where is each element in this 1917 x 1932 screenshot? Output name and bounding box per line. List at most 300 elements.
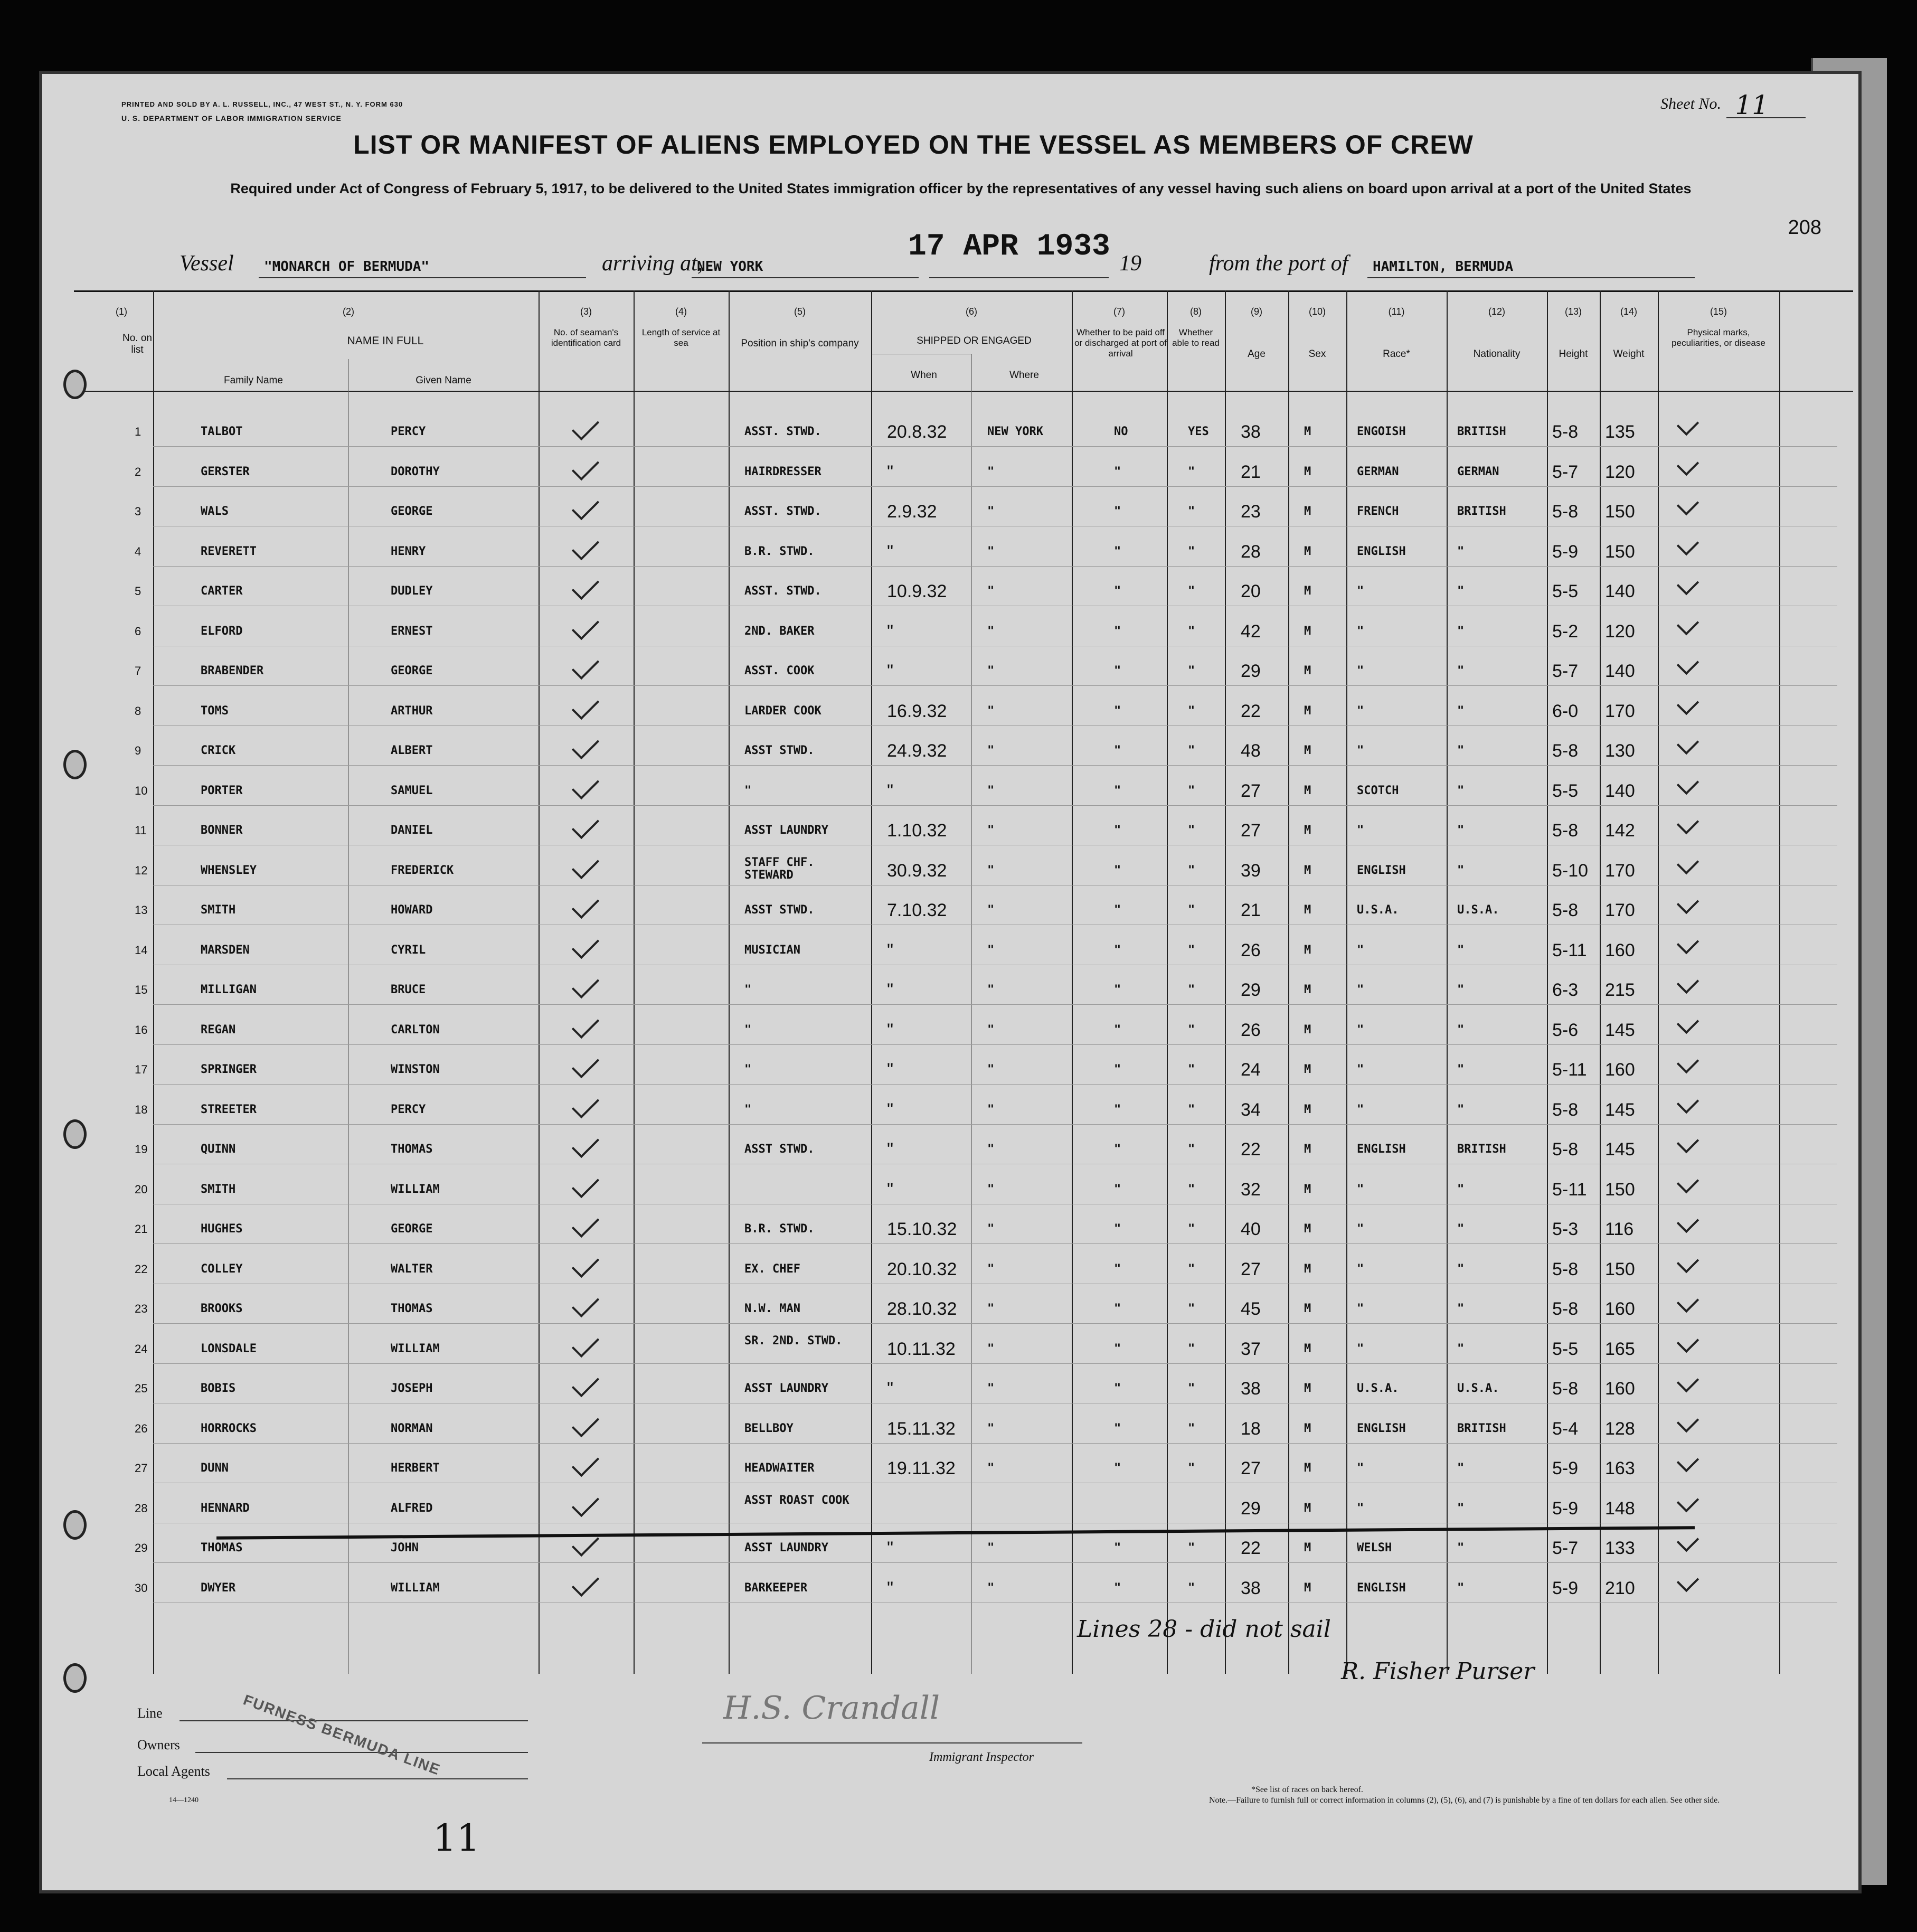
cell-when: 19.11.32 <box>887 1458 956 1478</box>
cell-where: " <box>987 784 995 797</box>
cell-where: " <box>987 624 995 638</box>
cell-where: " <box>987 903 995 917</box>
cell-sex: M <box>1304 465 1311 478</box>
hdr-position: Position in ship's company <box>741 338 859 349</box>
cell-where: " <box>987 704 995 718</box>
cell-pos: ASST LAUNDRY <box>744 1541 828 1554</box>
cell-pos: " <box>744 1023 752 1036</box>
inspector-label: Immigrant Inspector <box>929 1750 1034 1764</box>
cell-family: REGAN <box>201 1023 236 1036</box>
colnum-8: (8) <box>1190 306 1202 317</box>
sheet-no-value: 11 <box>1735 90 1769 120</box>
hdr-length-of-service: Length of service at sea <box>641 327 721 348</box>
cell-nat: BRITISH <box>1457 505 1506 518</box>
cell-when: 15.11.32 <box>887 1418 956 1439</box>
cell-age: 38 <box>1241 1379 1261 1399</box>
binder-hole <box>63 1663 87 1693</box>
cell-nat: BRITISH <box>1457 425 1506 438</box>
vessel-underline <box>259 277 586 278</box>
hdr-shipped-engaged: SHIPPED OR ENGAGED <box>917 335 1032 346</box>
cell-n: 3 <box>135 505 141 518</box>
cell-family: GERSTER <box>201 465 250 478</box>
cell-read: " <box>1188 624 1195 638</box>
footer-line-underline <box>180 1720 528 1721</box>
cell-family: QUINN <box>201 1143 236 1156</box>
cell-when: 20.8.32 <box>887 422 947 442</box>
cell-where: " <box>987 544 995 558</box>
cell-n: 10 <box>135 784 148 797</box>
cell-sex: M <box>1304 1421 1311 1435</box>
from-port-label: from the port of <box>1209 251 1348 276</box>
table-row <box>42 502 1858 544</box>
cell-ht: 5-7 <box>1552 661 1579 681</box>
row-rule <box>153 1562 1837 1563</box>
row-rule <box>153 1363 1837 1364</box>
checkmark-icon <box>572 413 599 440</box>
cell-read: " <box>1188 1143 1195 1156</box>
cell-race: WELSH <box>1357 1541 1392 1554</box>
cell-family: STREETER <box>201 1102 257 1116</box>
cell-read: " <box>1188 544 1195 558</box>
cell-sex: M <box>1304 824 1311 837</box>
cell-given: WILLIAM <box>391 1182 440 1196</box>
cell-race: " <box>1357 1302 1364 1315</box>
cell-n: 11 <box>135 824 147 837</box>
cell-paid: " <box>1114 903 1121 917</box>
cell-pos: HAIRDRESSER <box>744 465 821 478</box>
cell-paid: " <box>1114 465 1121 478</box>
arriving-label: arriving at, <box>602 251 703 276</box>
cell-nat: " <box>1457 1023 1465 1036</box>
arriving-underline <box>692 277 919 278</box>
cell-when: 30.9.32 <box>887 860 947 881</box>
cell-paid: " <box>1114 983 1121 996</box>
cell-sex: M <box>1304 585 1311 598</box>
cell-pos: MUSICIAN <box>744 943 800 957</box>
cell-sex: M <box>1304 863 1311 877</box>
cell-sex: M <box>1304 983 1311 996</box>
cell-age: 27 <box>1241 1259 1261 1279</box>
cell-n: 23 <box>135 1302 148 1315</box>
cell-read: " <box>1188 1541 1195 1554</box>
cell-sex: M <box>1304 1102 1311 1116</box>
cell-nat: " <box>1457 1541 1465 1554</box>
hdr-name-in-full: NAME IN FULL <box>347 335 424 347</box>
row-rule <box>153 486 1837 487</box>
cell-race: ENGLISH <box>1357 863 1406 877</box>
cell-when: 1.10.32 <box>887 821 947 841</box>
cell-where: " <box>987 744 995 757</box>
cell-race: " <box>1357 943 1364 957</box>
table-row <box>42 1139 1858 1182</box>
cell-where: " <box>987 1541 995 1554</box>
cell-where: " <box>987 1342 995 1355</box>
cell-race: " <box>1357 1462 1364 1475</box>
cell-when: 10.9.32 <box>887 581 947 601</box>
cell-given: CYRIL <box>391 943 426 957</box>
cell-ht: 5-2 <box>1552 621 1579 642</box>
cell-wt: 142 <box>1605 821 1635 841</box>
cell-wt: 150 <box>1605 1259 1635 1279</box>
cell-age: 23 <box>1241 502 1261 522</box>
cell-when: " <box>887 1379 894 1399</box>
cell-nat: " <box>1457 983 1465 996</box>
cell-family: DWYER <box>201 1581 236 1595</box>
binder-hole <box>63 1119 87 1149</box>
cell-given: HENRY <box>391 544 426 558</box>
cell-given: DUDLEY <box>391 585 433 598</box>
cell-paid: " <box>1114 1382 1121 1395</box>
cell-age: 32 <box>1241 1179 1261 1200</box>
cell-where: " <box>987 983 995 996</box>
hdr-weight: Weight <box>1613 348 1645 360</box>
cell-read: " <box>1188 704 1195 718</box>
cell-paid: " <box>1114 943 1121 957</box>
cell-nat: " <box>1457 824 1465 837</box>
hdr-given-name: Given Name <box>415 375 471 386</box>
cell-when: " <box>887 1578 894 1598</box>
handwritten-11: 11 <box>433 1816 480 1860</box>
cell-pos: STAFF CHF. STEWARD <box>744 855 815 882</box>
table-row <box>42 900 1858 943</box>
cell-paid: " <box>1114 1302 1121 1315</box>
table-row <box>42 940 1858 983</box>
row-rule <box>153 1044 1837 1045</box>
cell-n: 9 <box>135 744 141 757</box>
cell-pos: ASST STWD. <box>744 903 815 917</box>
cell-race: U.S.A. <box>1357 903 1399 917</box>
colnum-6: (6) <box>966 306 977 317</box>
cell-paid: " <box>1114 1102 1121 1116</box>
table-top-rule <box>74 290 1853 292</box>
cell-wt: 140 <box>1605 780 1635 801</box>
colnum-9: (9) <box>1251 306 1262 317</box>
cell-given: JOSEPH <box>391 1382 433 1395</box>
cell-where: " <box>987 1302 995 1315</box>
cell-paid: " <box>1114 784 1121 797</box>
cell-read: " <box>1188 1581 1195 1595</box>
cell-age: 22 <box>1241 701 1261 721</box>
cell-paid: " <box>1114 863 1121 877</box>
cell-given: ALFRED <box>391 1501 433 1515</box>
table-row <box>42 855 1858 903</box>
cell-n: 26 <box>135 1421 148 1435</box>
cell-given: DANIEL <box>391 824 433 837</box>
cell-pos: ASST STWD. <box>744 744 815 757</box>
cell-nat: " <box>1457 1462 1465 1475</box>
cell-paid: " <box>1114 1023 1121 1036</box>
cell-age: 29 <box>1241 980 1261 1000</box>
cell-n: 5 <box>135 585 141 598</box>
cell-race: " <box>1357 1102 1364 1116</box>
colnum-3: (3) <box>580 306 592 317</box>
cell-n: 22 <box>135 1262 148 1276</box>
cell-read: " <box>1188 664 1195 677</box>
cell-wt: 145 <box>1605 1139 1635 1160</box>
cell-race: ENGLISH <box>1357 1581 1406 1595</box>
table-row <box>42 980 1858 1022</box>
cell-read: " <box>1188 1382 1195 1395</box>
cell-where: " <box>987 1063 995 1076</box>
cell-paid: " <box>1114 1143 1121 1156</box>
cell-race: " <box>1357 1182 1364 1196</box>
colnum-2: (2) <box>343 306 354 317</box>
cell-given: HOWARD <box>391 903 433 917</box>
footnote-races: *See list of races on back hereof. <box>1251 1785 1363 1794</box>
cell-paid: " <box>1114 824 1121 837</box>
cell-when: " <box>887 661 894 681</box>
header-bottom-rule <box>74 391 1853 392</box>
colnum-7: (7) <box>1113 306 1125 317</box>
cell-n: 19 <box>135 1143 148 1156</box>
cell-wt: 120 <box>1605 621 1635 642</box>
cell-ht: 5-8 <box>1552 741 1579 761</box>
cell-age: 22 <box>1241 1538 1261 1558</box>
cell-wt: 116 <box>1605 1219 1634 1239</box>
hdr-when: When <box>911 370 937 381</box>
cell-given: CARLTON <box>391 1023 440 1036</box>
cell-pos: BELLBOY <box>744 1421 794 1435</box>
document-title: LIST OR MANIFEST OF ALIENS EMPLOYED ON THE VESSEL AS MEMBERS OF CREW <box>353 130 1474 159</box>
cell-given: THOMAS <box>391 1143 433 1156</box>
cell-wt: 140 <box>1605 581 1635 601</box>
cell-where: " <box>987 1581 995 1595</box>
cell-wt: 160 <box>1605 1060 1635 1080</box>
printer-line-2: U. S. DEPARTMENT OF LABOR IMMIGRATION SERVICE <box>121 114 342 122</box>
cell-nat: " <box>1457 1342 1465 1355</box>
footer-line-label: Line <box>137 1705 163 1721</box>
cell-wt: 150 <box>1605 1179 1635 1200</box>
cell-where: " <box>987 1182 995 1196</box>
cell-ht: 5-8 <box>1552 1379 1579 1399</box>
cell-nat: BRITISH <box>1457 1421 1506 1435</box>
year-label: 19 <box>1119 251 1141 276</box>
cell-pos: N.W. MAN <box>744 1302 800 1315</box>
colnum-14: (14) <box>1620 306 1637 317</box>
cell-read: " <box>1188 744 1195 757</box>
cell-read: " <box>1188 903 1195 917</box>
cell-paid: " <box>1114 1541 1121 1554</box>
cell-paid: " <box>1114 664 1121 677</box>
cell-n: 12 <box>135 863 148 877</box>
cell-read: " <box>1188 1342 1195 1355</box>
cell-age: 48 <box>1241 741 1261 761</box>
cell-family: PORTER <box>201 784 243 797</box>
cell-read: " <box>1188 1063 1195 1076</box>
from-port-underline <box>1367 277 1695 278</box>
cell-where: " <box>987 1102 995 1116</box>
cell-ht: 5-5 <box>1552 581 1579 601</box>
table-row <box>42 621 1858 664</box>
cell-family: SMITH <box>201 1182 236 1196</box>
cell-wt: 160 <box>1605 940 1635 960</box>
cell-read: " <box>1188 824 1195 837</box>
cell-family: LONSDALE <box>201 1342 257 1355</box>
cell-age: 29 <box>1241 661 1261 681</box>
cell-wt: 160 <box>1605 1379 1635 1399</box>
cell-age: 27 <box>1241 821 1261 841</box>
cell-sex: M <box>1304 1382 1311 1395</box>
cell-read: " <box>1188 1262 1195 1276</box>
cell-sex: M <box>1304 1063 1311 1076</box>
row-rule <box>153 1443 1837 1444</box>
cell-pos: ASST LAUNDRY <box>744 1382 828 1395</box>
cell-given: WILLIAM <box>391 1342 440 1355</box>
cell-n: 16 <box>135 1023 148 1036</box>
cell-when: 2.9.32 <box>887 502 937 522</box>
cell-family: CARTER <box>201 585 243 598</box>
row-rule <box>153 566 1837 567</box>
colnum-11: (11) <box>1388 306 1405 317</box>
cell-age: 40 <box>1241 1219 1261 1239</box>
footnote <box>1209 1785 1784 1806</box>
cell-family: HUGHES <box>201 1222 243 1236</box>
cell-where: " <box>987 585 995 598</box>
cell-where: " <box>987 664 995 677</box>
cell-wt: 170 <box>1605 860 1635 881</box>
document-subtitle: Required under Act of Congress of February 5, 1917, to be delivered to the United States immigration officer by the representatives of any vessel having such aliens on board upon arrival at a port of the United States <box>230 181 1692 196</box>
cell-n: 8 <box>135 704 141 718</box>
cell-race: U.S.A. <box>1357 1382 1399 1395</box>
cell-given: ALBERT <box>391 744 433 757</box>
cell-sex: M <box>1304 624 1311 638</box>
cell-where: " <box>987 1462 995 1475</box>
row-rule <box>153 725 1837 726</box>
cell-wt: 210 <box>1605 1578 1635 1598</box>
cell-wt: 160 <box>1605 1299 1635 1319</box>
cell-nat: " <box>1457 664 1465 677</box>
cell-age: 42 <box>1241 621 1261 642</box>
inspector-underline <box>702 1742 1082 1743</box>
cell-when: 20.10.32 <box>887 1259 957 1279</box>
cell-given: PERCY <box>391 425 426 438</box>
cell-given: NORMAN <box>391 1421 433 1435</box>
cell-race: ENGLISH <box>1357 1421 1406 1435</box>
hdr-id-card: No. of seaman's identification card <box>551 327 621 348</box>
cell-ht: 5-9 <box>1552 1578 1579 1598</box>
cell-race: " <box>1357 704 1364 718</box>
cell-when: " <box>887 1179 894 1200</box>
cell-n: 18 <box>135 1102 148 1116</box>
cell-age: 26 <box>1241 1020 1261 1040</box>
cell-pos: EX. CHEF <box>744 1262 800 1276</box>
cell-n: 1 <box>135 425 141 438</box>
cell-when: " <box>887 1538 894 1558</box>
cell-nat: U.S.A. <box>1457 1382 1499 1395</box>
cell-race: ENGLISH <box>1357 1143 1406 1156</box>
cell-ht: 5-9 <box>1552 1458 1579 1478</box>
cell-ht: 5-8 <box>1552 422 1579 442</box>
cell-nat: U.S.A. <box>1457 903 1499 917</box>
cell-ht: 5-7 <box>1552 461 1579 482</box>
cell-family: WHENSLEY <box>201 863 257 877</box>
cell-sex: M <box>1304 1182 1311 1196</box>
cell-wt: 120 <box>1605 461 1635 482</box>
cell-family: BOBIS <box>201 1382 236 1395</box>
cell-nat: " <box>1457 1222 1465 1236</box>
cell-family: COLLEY <box>201 1262 243 1276</box>
cell-where: " <box>987 465 995 478</box>
cell-given: SAMUEL <box>391 784 433 797</box>
cell-age: 28 <box>1241 541 1261 562</box>
cell-pos: " <box>744 784 752 797</box>
hdr-no-on-list: No. on list <box>122 333 152 355</box>
cell-where: " <box>987 1023 995 1036</box>
cell-wt: 140 <box>1605 661 1635 681</box>
cell-given: WALTER <box>391 1262 433 1276</box>
hdr-nationality: Nationality <box>1473 348 1521 360</box>
cell-given: PERCY <box>391 1102 426 1116</box>
cell-sex: M <box>1304 903 1311 917</box>
cell-sex: M <box>1304 1581 1311 1595</box>
form-code: 14—1240 <box>169 1796 199 1804</box>
cell-ht: 5-11 <box>1552 1179 1587 1200</box>
cell-race: " <box>1357 824 1364 837</box>
cell-wt: 145 <box>1605 1099 1635 1120</box>
cell-age: 20 <box>1241 581 1261 601</box>
cell-sex: M <box>1304 505 1311 518</box>
cell-when: " <box>887 1060 894 1080</box>
cell-age: 27 <box>1241 1458 1261 1478</box>
cell-nat: " <box>1457 1581 1465 1595</box>
cell-given: HERBERT <box>391 1462 440 1475</box>
table-row <box>42 741 1858 783</box>
cell-n: 28 <box>135 1501 148 1515</box>
inspector-signature: H.S. Crandall <box>723 1690 940 1727</box>
cell-pos: HEADWAITER <box>744 1462 815 1475</box>
cell-when: " <box>887 1020 894 1040</box>
cell-family: CRICK <box>201 744 236 757</box>
cell-where: " <box>987 505 995 518</box>
cell-paid: " <box>1114 704 1121 718</box>
cell-pos: B.R. STWD. <box>744 544 815 558</box>
cell-n: 24 <box>135 1342 148 1355</box>
cell-where: " <box>987 824 995 837</box>
row-rule <box>153 1323 1837 1324</box>
cell-ht: 5-7 <box>1552 1538 1579 1558</box>
arriving-value: NEW YORK <box>697 259 763 275</box>
cell-given: GEORGE <box>391 664 433 677</box>
table-row <box>42 661 1858 703</box>
cell-nat: BRITISH <box>1457 1143 1506 1156</box>
cell-sex: M <box>1304 1302 1311 1315</box>
cell-sex: M <box>1304 1541 1311 1554</box>
cell-when: " <box>887 940 894 960</box>
cell-n: 27 <box>135 1462 148 1475</box>
table-row <box>42 1538 1858 1580</box>
page-number: 208 <box>1788 216 1821 239</box>
cell-sex: M <box>1304 943 1311 957</box>
cell-race: " <box>1357 983 1364 996</box>
cell-race: " <box>1357 1342 1364 1355</box>
cell-read: " <box>1188 1023 1195 1036</box>
cell-ht: 5-8 <box>1552 1139 1579 1160</box>
cell-pos: SR. 2ND. STWD. <box>744 1334 843 1347</box>
colnum-15: (15) <box>1710 306 1727 317</box>
hdr-family-name: Family Name <box>224 375 283 386</box>
table-row <box>42 1578 1858 1620</box>
cell-given: WINSTON <box>391 1063 440 1076</box>
cell-sex: M <box>1304 1501 1311 1515</box>
cell-read: " <box>1188 943 1195 957</box>
cell-paid: " <box>1114 505 1121 518</box>
cell-where: " <box>987 1143 995 1156</box>
colnum-5: (5) <box>794 306 806 317</box>
cell-nat: " <box>1457 624 1465 638</box>
cell-pos: BARKEEPER <box>744 1581 808 1595</box>
cell-read: " <box>1188 1302 1195 1315</box>
cell-age: 26 <box>1241 940 1261 960</box>
